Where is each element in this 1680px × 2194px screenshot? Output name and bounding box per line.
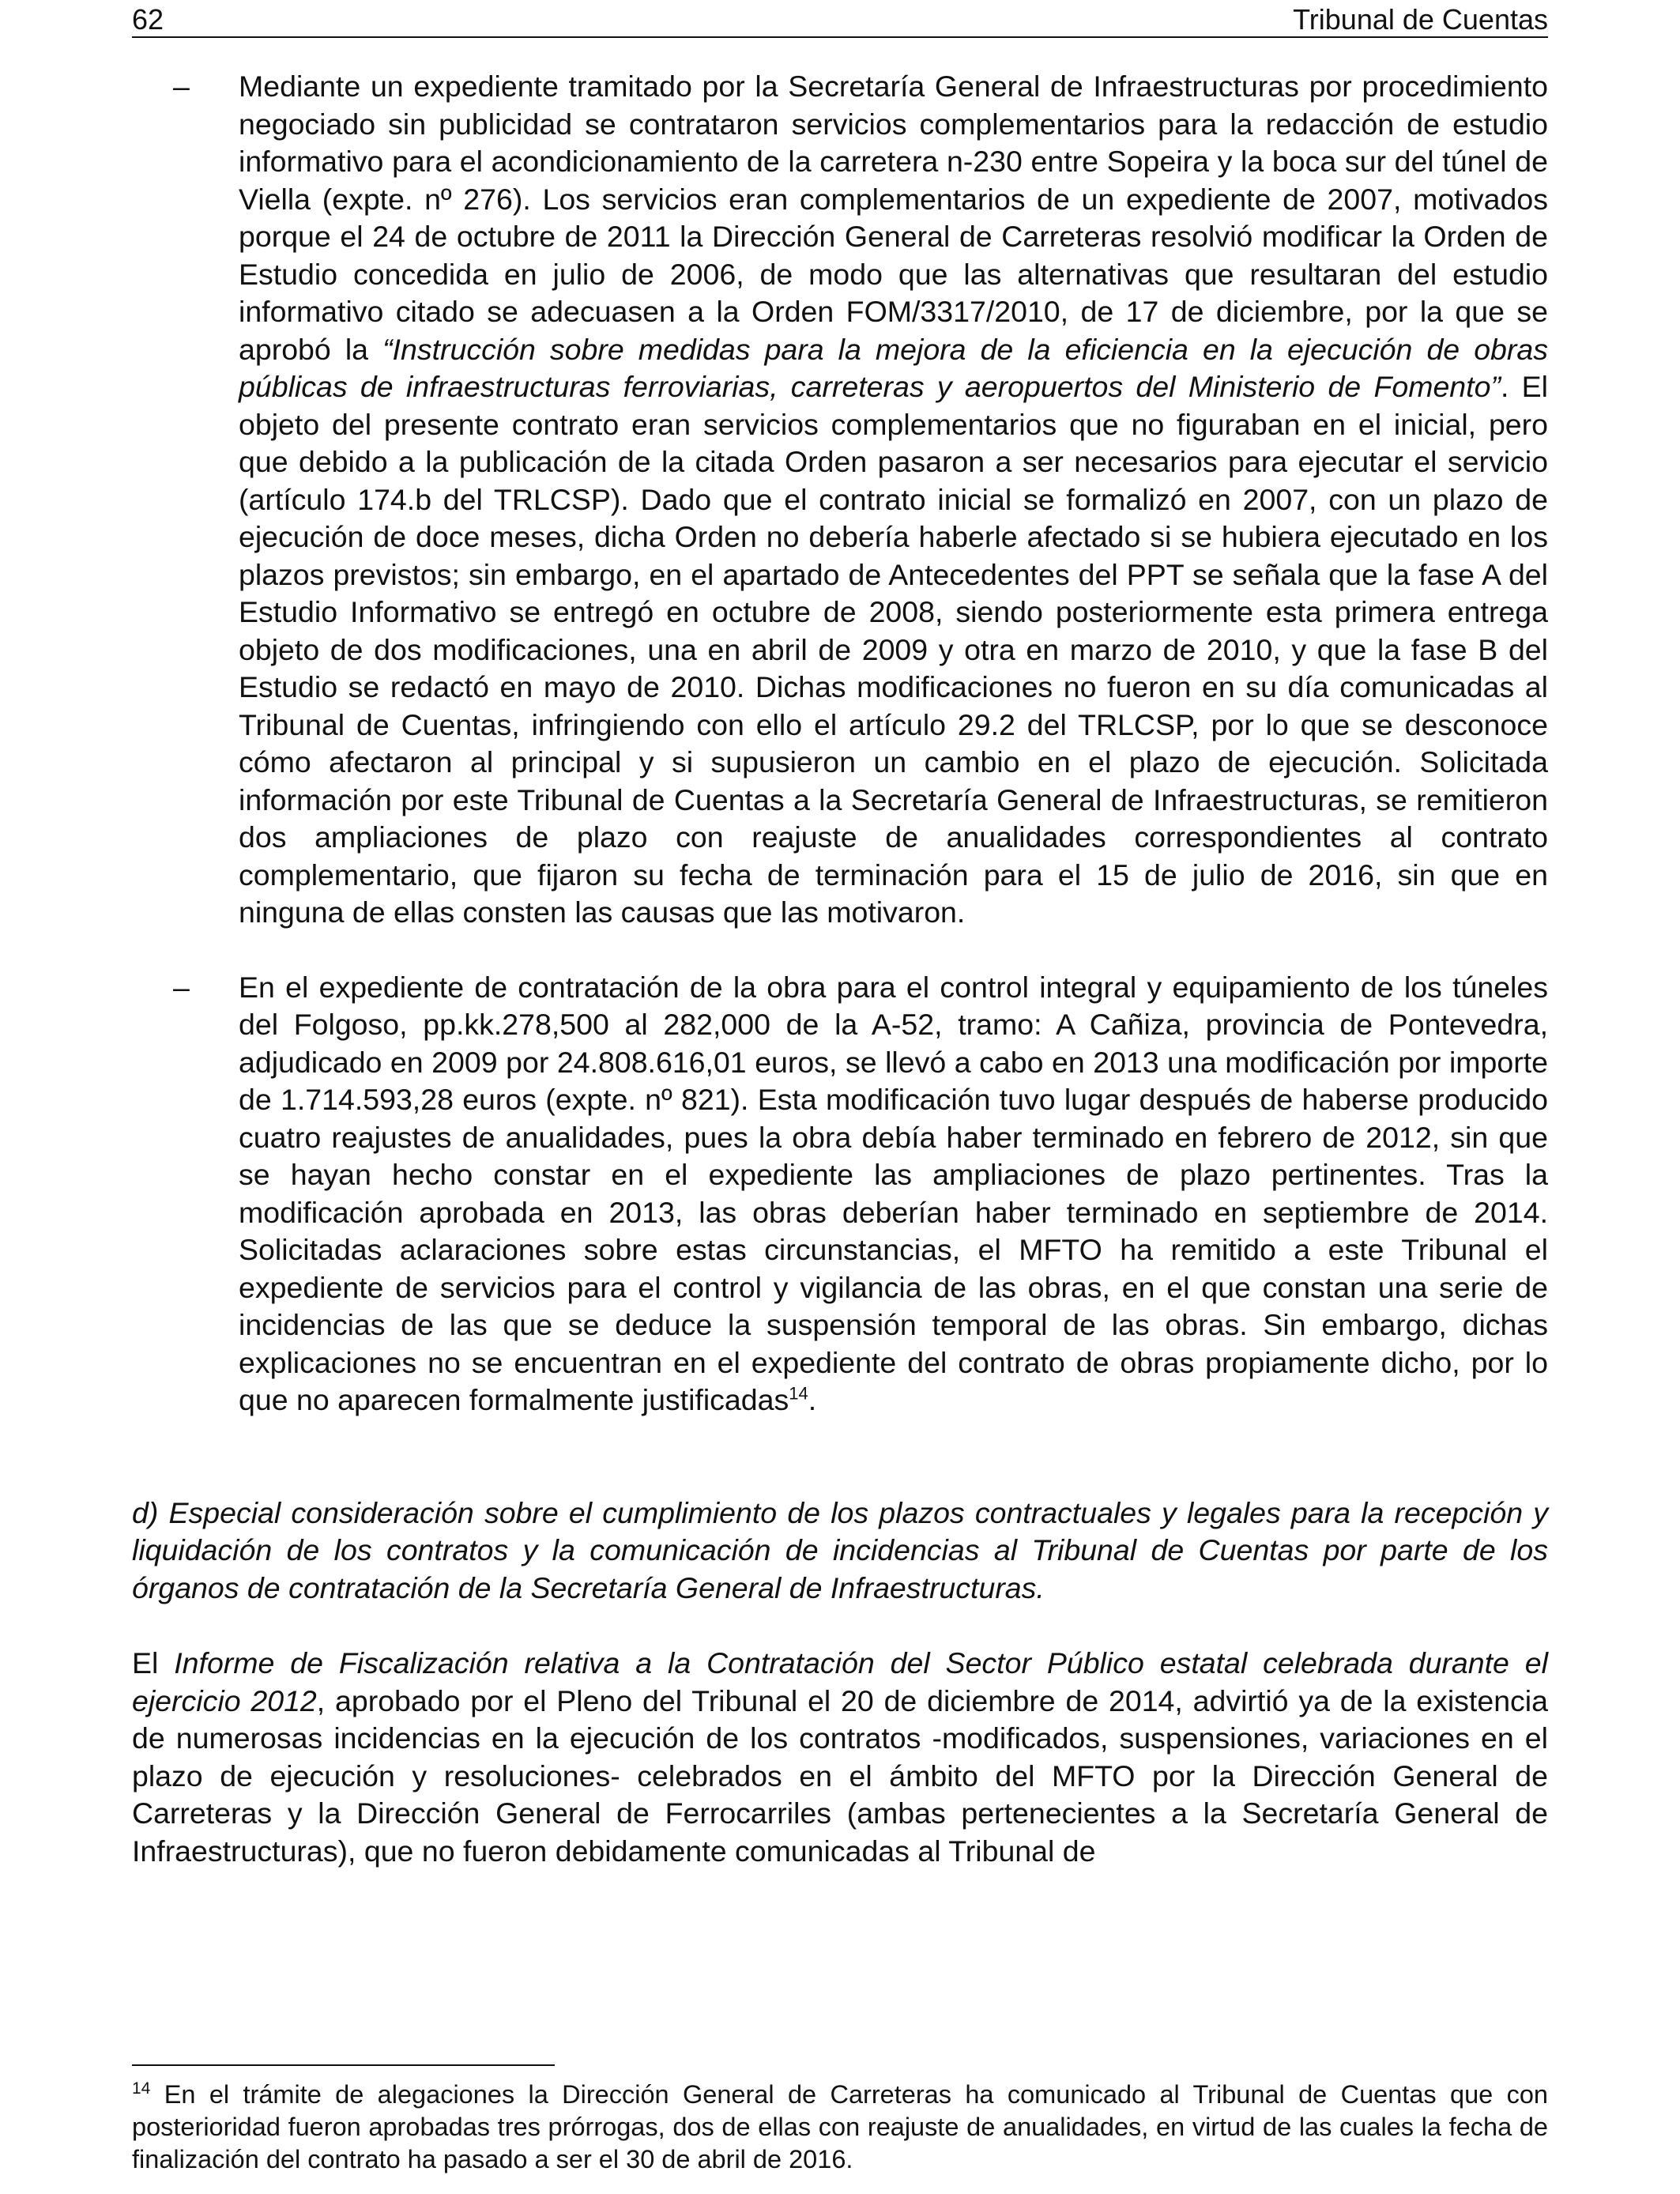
bullet-item (132, 68, 1548, 932)
body-paragraph (132, 1645, 1548, 1870)
bullet-marker: – (173, 970, 190, 1004)
bullet-text (239, 68, 1548, 932)
italic-citation: “Instrucción sobre medidas para la mejora de la eficiencia en la ejecución de obras públicas de infraestructuras ferroviarias, carreteras y aeropuertos del Ministerio de Fomento” (239, 332, 1549, 403)
text-segment: . (808, 1383, 817, 1416)
text-segment: El (132, 1646, 175, 1679)
bullet-text (239, 969, 1548, 1419)
text-segment: , aprobado por el Pleno del Tribunal el 20 de diciembre de 2014, advirtió ya de la existencia de numerosas incidencias en la ejecución de los contratos -modificados, suspensiones, variaciones en el plazo de ejecución y resoluciones- celebrados en el ámbito del MFTO por la Dirección General de Carreteras y la Dirección General de Ferrocarriles (ambas pertenecientes a la Secretaría General de Infraestructuras), que no fueron debidamente comunicadas al Tribunal de (132, 1683, 1548, 1868)
footnote-text: En el trámite de alegaciones la Dirección General de Carreteras ha comunicado al Tribunal de Cuentas que con posterioridad fueron aprobadas tres prórrogas, dos de ellas con reajuste de anualidades, en virtud de las cuales la fecha de finalización del contrato ha pasado a ser el 30 de abril de 2016. (132, 2080, 1548, 2173)
footnote-number: 14 (132, 2079, 151, 2098)
italic-report-title: Informe de Fiscalización relativa a la Contratación del Sector Público estatal celebrada durante el ejercicio 2012 (132, 1646, 1548, 1717)
bullet-item (132, 969, 1548, 1419)
header-title: Tribunal de Cuentas (1293, 3, 1548, 36)
footnote-reference[interactable]: 14 (789, 1383, 808, 1404)
page-number: 62 (132, 3, 164, 36)
section-heading: d) Especial consideración sobre el cumplimiento de los plazos contractuales y legales para la recepción y liquidación de los contratos y la comunicación de incidencias al Tribunal de Cuentas por parte de los órganos de contratación de la Secretaría General de Infraestructuras. (132, 1495, 1548, 1604)
text-segment: En el expediente de contratación de la obra para el control integral y equipamiento de los túneles del Folgoso, pp.kk.278,500 al 282,000 de la A-52, tramo: A Cañiza, provincia de Pontevedra, adjudicado en 2009 por 24.808.616,01 euros, se llevó a cabo en 2013 una modificación por importe de 1.714.593,28 euros (expte. nº 821). Esta modificación tuvo lugar después de haberse producido cuatro reajustes de anualidades, pues la obra debía haber terminado en febrero de 2012, sin que se hayan hecho constar en el expediente las ampliaciones de plazo pertinentes. Tras la modificación aprobada en 2013, las obras deberían haber terminado en septiembre de 2014. Solicitadas aclaraciones sobre estas circunstancias, el MFTO ha remitido a este Tribunal el expediente de servicios para el control y vigilancia de las obras, en el que constan una serie de incidencias de las que se deduce la suspensión temporal de las obras. Sin embargo, dichas explicaciones no se encuentran en el expediente del contrato de obras propiamente dicho, por lo que no aparecen formalmente justificadas (239, 970, 1548, 1416)
main-content (132, 68, 1548, 1870)
text-segment: Mediante un expediente tramitado por la Secretaría General de Infraestructuras por procedimiento negociado sin publicidad se contrataron servicios complementarios para la redacción de estudio informativo para el acondicionamiento de la carretera n-230 entre Sopeira y la boca sur del túnel de Viella (expte. nº 276). Los servicios eran complementarios de un expediente de 2007, motivados porque el 24 de octubre de 2011 la Dirección General de Carreteras resolvió modificar la Orden de Estudio concedida en julio de 2006, de modo que las alternativas que resultaran del estudio informativo citado se adecuasen a la Orden FOM/3317/2010, de 17 de diciembre, por la que se aprobó la (239, 70, 1548, 366)
footnote (132, 2079, 1548, 2176)
bullet-marker: – (173, 70, 190, 103)
text-segment: . El objeto del presente contrato eran servicios complementarios que no figuraban en el inicial, pero que debido a la publicación de la citada Orden pasaron a ser necesarios para ejecutar el servicio (artículo 174.b del TRLCSP). Dado que el contrato inicial se formalizó en 2007, con un plazo de ejecución de doce meses, dicha Orden no debería haberle afectado si se hubiera ejecutado en los plazos previstos; sin embargo, en el apartado de Antecedentes del PPT se señala que la fase A del Estudio Informativo se entregó en octubre de 2008, siendo posteriormente esta primera entrega objeto de dos modificaciones, una en abril de 2009 y otra en marzo de 2010, y que la fase B del Estudio se redactó en mayo de 2010. Dichas modificaciones no fueron en su día comunicadas al Tribunal de Cuentas, infringiendo con ello el artículo 29.2 del TRLCSP, por lo que se desconoce cómo afectaron al principal y si supusieron un cambio en el plazo de ejecución. Solicitada información por este Tribunal de Cuentas a la Secretaría General de Infraestructuras, se remitieron dos ampliaciones de plazo con reajuste de anualidades correspondientes al contrato complementario, que fijaron su fecha de terminación para el 15 de julio de 2016, sin que en ninguna de ellas consten las causas que las motivaron. (239, 370, 1548, 929)
footnote-divider (132, 2064, 555, 2066)
page-header (132, 0, 1548, 38)
